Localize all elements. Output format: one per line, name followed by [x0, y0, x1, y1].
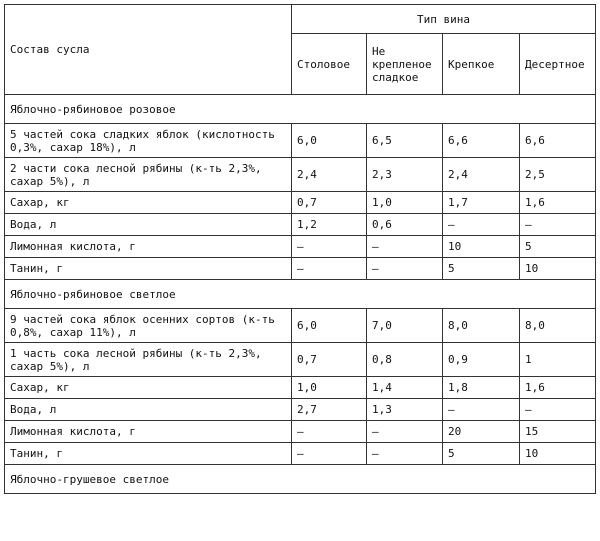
- cell-value: —: [292, 421, 367, 443]
- cell-value: 1,0: [367, 192, 443, 214]
- section-title: Яблочно-грушевое светлое: [5, 465, 596, 494]
- row-label: Лимонная кислота, г: [5, 236, 292, 258]
- cell-value: 15: [520, 421, 596, 443]
- composition-header: Состав сусла: [5, 5, 292, 95]
- cell-value: —: [292, 236, 367, 258]
- cell-value: —: [367, 258, 443, 280]
- cell-value: 2,7: [292, 399, 367, 421]
- cell-value: 2,5: [520, 158, 596, 192]
- table-row: [5, 258, 596, 280]
- cell-value: 0,7: [292, 192, 367, 214]
- row-label: 9 частей сока яблок осенних сортов (к-ть 0,8%, сахар 11%), л: [5, 309, 292, 343]
- cell-value: 20: [443, 421, 520, 443]
- cell-value: 5: [443, 443, 520, 465]
- cell-value: 0,8: [367, 343, 443, 377]
- cell-value: —: [367, 443, 443, 465]
- cell-value: —: [520, 214, 596, 236]
- section-title: Яблочно-рябиновое светлое: [5, 280, 596, 309]
- cell-value: 10: [443, 236, 520, 258]
- table-row: [5, 309, 596, 343]
- table-row: [5, 343, 596, 377]
- cell-value: 1,0: [292, 377, 367, 399]
- row-label: Сахар, кг: [5, 377, 292, 399]
- table-row: [5, 192, 596, 214]
- row-label: 2 части сока лесной рябины (к-ть 2,3%, сахар 5%), л: [5, 158, 292, 192]
- cell-value: 6,6: [443, 124, 520, 158]
- cell-value: —: [520, 399, 596, 421]
- cell-value: 5: [443, 258, 520, 280]
- cell-value: 1,6: [520, 377, 596, 399]
- cell-value: 1,2: [292, 214, 367, 236]
- row-label: 5 частей сока сладких яблок (кислотность 0,3%, сахар 18%), л: [5, 124, 292, 158]
- cell-value: 6,5: [367, 124, 443, 158]
- cell-value: 1: [520, 343, 596, 377]
- cell-value: 1,6: [520, 192, 596, 214]
- row-label: Танин, г: [5, 443, 292, 465]
- row-label: Вода, л: [5, 214, 292, 236]
- table-row: [5, 158, 596, 192]
- cell-value: 1,3: [367, 399, 443, 421]
- row-label: Сахар, кг: [5, 192, 292, 214]
- cell-value: —: [367, 236, 443, 258]
- cell-value: 10: [520, 443, 596, 465]
- row-label: Вода, л: [5, 399, 292, 421]
- table-row: [5, 214, 596, 236]
- cell-value: 0,9: [443, 343, 520, 377]
- cell-value: 2,4: [292, 158, 367, 192]
- cell-value: 2,3: [367, 158, 443, 192]
- cell-value: —: [292, 258, 367, 280]
- cell-value: —: [443, 214, 520, 236]
- row-label: 1 часть сока лесной рябины (к-ть 2,3%, сахар 5%), л: [5, 343, 292, 377]
- row-label: Танин, г: [5, 258, 292, 280]
- cell-value: —: [367, 421, 443, 443]
- cell-value: 0,7: [292, 343, 367, 377]
- cell-value: 8,0: [520, 309, 596, 343]
- cell-value: —: [292, 443, 367, 465]
- row-label: Лимонная кислота, г: [5, 421, 292, 443]
- wine-composition-table: [4, 4, 596, 494]
- cell-value: 0,6: [367, 214, 443, 236]
- table-row: [5, 236, 596, 258]
- table-row: [5, 377, 596, 399]
- type-header-sweet: Не крепленое сладкое: [367, 34, 443, 95]
- cell-value: 6,6: [520, 124, 596, 158]
- cell-value: 2,4: [443, 158, 520, 192]
- wine-type-header: Тип вина: [292, 5, 596, 34]
- cell-value: 1,7: [443, 192, 520, 214]
- table-row: [5, 443, 596, 465]
- cell-value: 1,8: [443, 377, 520, 399]
- cell-value: 5: [520, 236, 596, 258]
- cell-value: 1,4: [367, 377, 443, 399]
- cell-value: 6,0: [292, 124, 367, 158]
- section-title: Яблочно-рябиновое розовое: [5, 95, 596, 124]
- type-header-strong: Крепкое: [443, 34, 520, 95]
- type-header-dessert: Десертное: [520, 34, 596, 95]
- table-row: [5, 124, 596, 158]
- cell-value: 10: [520, 258, 596, 280]
- table-row: [5, 399, 596, 421]
- type-header-table: Столовое: [292, 34, 367, 95]
- table-row: [5, 421, 596, 443]
- cell-value: 8,0: [443, 309, 520, 343]
- cell-value: —: [443, 399, 520, 421]
- cell-value: 6,0: [292, 309, 367, 343]
- cell-value: 7,0: [367, 309, 443, 343]
